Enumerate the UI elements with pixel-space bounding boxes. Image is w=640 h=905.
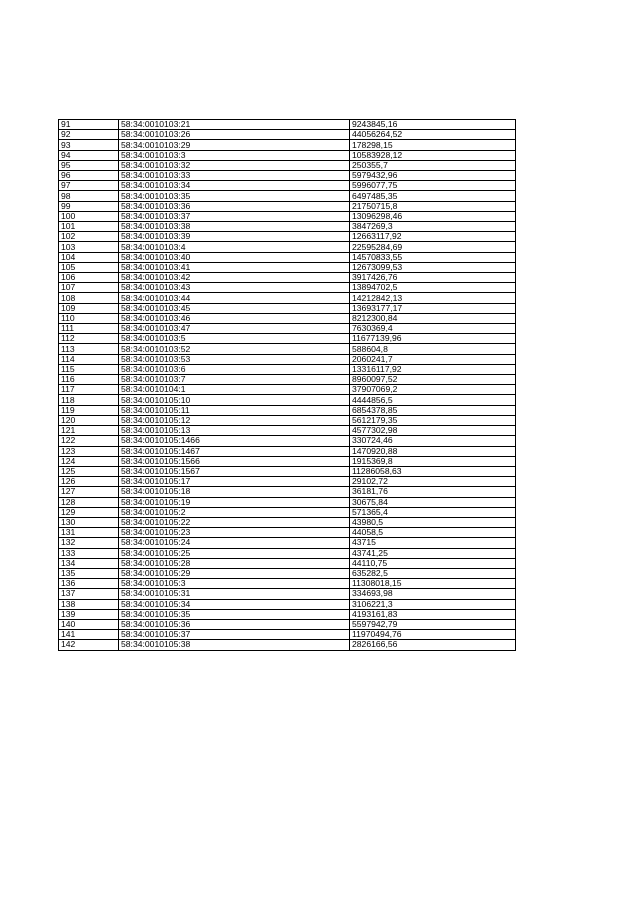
value-cell: 3847269,3 [350,222,516,232]
value-cell: 11970494,76 [350,630,516,640]
cadastral-number-cell: 58:34:0010103:34 [119,181,350,191]
row-number-cell: 134 [59,558,119,568]
row-number-cell: 138 [59,599,119,609]
value-cell: 12663117,92 [350,232,516,242]
table-row [59,507,516,517]
value-cell: 5597942,79 [350,619,516,629]
cadastral-number-cell: 58:34:0010103:52 [119,344,350,354]
table-row [59,262,516,272]
table-row [59,466,516,476]
value-cell: 11677139,96 [350,334,516,344]
row-number-cell: 102 [59,232,119,242]
value-cell: 2060241,7 [350,354,516,364]
cadastral-number-cell: 58:34:0010105:17 [119,477,350,487]
row-number-cell: 91 [59,120,119,130]
cadastral-number-cell: 58:34:0010103:53 [119,354,350,364]
cadastral-number-cell: 58:34:0010105:1466 [119,436,350,446]
value-cell: 36181,76 [350,487,516,497]
cadastral-number-cell: 58:34:0010103:29 [119,140,350,150]
table-row [59,528,516,538]
table-row [59,568,516,578]
row-number-cell: 128 [59,497,119,507]
row-number-cell: 93 [59,140,119,150]
value-cell: 29102,72 [350,477,516,487]
value-cell: 8212300,84 [350,313,516,323]
value-cell: 330724,46 [350,436,516,446]
row-number-cell: 114 [59,354,119,364]
value-cell: 44058,5 [350,528,516,538]
row-number-cell: 139 [59,609,119,619]
value-cell: 6854378,85 [350,405,516,415]
row-number-cell: 137 [59,589,119,599]
value-cell: 3106221,3 [350,599,516,609]
table-row [59,130,516,140]
value-cell: 37907069,2 [350,385,516,395]
table-row [59,150,516,160]
table-row [59,609,516,619]
table-row [59,517,516,527]
table-row [59,487,516,497]
value-cell: 43715 [350,538,516,548]
table-row [59,548,516,558]
value-cell: 43741,25 [350,548,516,558]
value-cell: 334693,98 [350,589,516,599]
table-row [59,293,516,303]
cadastral-number-cell: 58:34:0010103:32 [119,160,350,170]
row-number-cell: 125 [59,466,119,476]
cadastral-number-cell: 58:34:0010103:38 [119,222,350,232]
table-row [59,538,516,548]
table-row [59,630,516,640]
row-number-cell: 106 [59,273,119,283]
value-cell: 635282,5 [350,568,516,578]
table-row [59,589,516,599]
value-cell: 10583928,12 [350,150,516,160]
table-row [59,405,516,415]
row-number-cell: 100 [59,211,119,221]
cadastral-number-cell: 58:34:0010103:6 [119,364,350,374]
cadastral-number-cell: 58:34:0010105:36 [119,619,350,629]
cadastral-number-cell: 58:34:0010103:37 [119,211,350,221]
value-cell: 30675,84 [350,497,516,507]
row-number-cell: 111 [59,324,119,334]
table-row [59,477,516,487]
table-row [59,211,516,221]
cadastral-number-cell: 58:34:0010103:4 [119,242,350,252]
row-number-cell: 108 [59,293,119,303]
row-number-cell: 124 [59,456,119,466]
cadastral-number-cell: 58:34:0010103:7 [119,375,350,385]
table-row [59,232,516,242]
value-cell: 43980,5 [350,517,516,527]
value-cell: 21750715,8 [350,201,516,211]
row-number-cell: 132 [59,538,119,548]
table-row [59,456,516,466]
cadastral-number-cell: 58:34:0010103:26 [119,130,350,140]
row-number-cell: 120 [59,415,119,425]
cadastral-number-cell: 58:34:0010105:19 [119,497,350,507]
table-row [59,334,516,344]
table-row [59,181,516,191]
row-number-cell: 110 [59,313,119,323]
table-row [59,619,516,629]
value-cell: 7630369,4 [350,324,516,334]
value-cell: 5996077,75 [350,181,516,191]
value-cell: 5612179,35 [350,415,516,425]
row-number-cell: 117 [59,385,119,395]
table-row [59,579,516,589]
row-number-cell: 129 [59,507,119,517]
cadastral-number-cell: 58:34:0010103:47 [119,324,350,334]
value-cell: 1915369,8 [350,456,516,466]
table-row [59,171,516,181]
row-number-cell: 115 [59,364,119,374]
table-row [59,446,516,456]
cadastral-number-cell: 58:34:0010105:29 [119,568,350,578]
table-row [59,252,516,262]
value-cell: 571365,4 [350,507,516,517]
value-cell: 588604,8 [350,344,516,354]
cadastral-number-cell: 58:34:0010103:39 [119,232,350,242]
row-number-cell: 135 [59,568,119,578]
row-number-cell: 141 [59,630,119,640]
table-row [59,497,516,507]
table-row [59,222,516,232]
row-number-cell: 123 [59,446,119,456]
table-row [59,344,516,354]
cadastral-number-cell: 58:34:0010103:40 [119,252,350,262]
cadastral-number-cell: 58:34:0010103:44 [119,293,350,303]
value-cell: 4577302,98 [350,426,516,436]
cadastral-number-cell: 58:34:0010103:5 [119,334,350,344]
value-cell: 178298,15 [350,140,516,150]
value-cell: 14570833,55 [350,252,516,262]
row-number-cell: 107 [59,283,119,293]
table-row [59,313,516,323]
row-number-cell: 121 [59,426,119,436]
cadastral-number-cell: 58:34:0010105:11 [119,405,350,415]
cadastral-number-cell: 58:34:0010105:23 [119,528,350,538]
table-row [59,283,516,293]
value-cell: 8960097,52 [350,375,516,385]
row-number-cell: 94 [59,150,119,160]
table-row [59,354,516,364]
cadastral-number-cell: 58:34:0010105:22 [119,517,350,527]
row-number-cell: 96 [59,171,119,181]
value-cell: 9243845,16 [350,120,516,130]
row-number-cell: 126 [59,477,119,487]
table-row [59,160,516,170]
cadastral-number-cell: 58:34:0010105:2 [119,507,350,517]
value-cell: 44110,75 [350,558,516,568]
value-cell: 5979432,96 [350,171,516,181]
value-cell: 13316117,92 [350,364,516,374]
value-cell: 6497485,35 [350,191,516,201]
row-number-cell: 97 [59,181,119,191]
table-row [59,324,516,334]
row-number-cell: 109 [59,303,119,313]
cadastral-number-cell: 58:34:0010103:41 [119,262,350,272]
table-row [59,120,516,130]
row-number-cell: 122 [59,436,119,446]
value-cell: 11286058,63 [350,466,516,476]
cadastral-number-cell: 58:34:0010103:21 [119,120,350,130]
cadastral-number-cell: 58:34:0010103:35 [119,191,350,201]
cadastral-number-cell: 58:34:0010103:45 [119,303,350,313]
row-number-cell: 104 [59,252,119,262]
row-number-cell: 95 [59,160,119,170]
cadastral-number-cell: 58:34:0010105:28 [119,558,350,568]
row-number-cell: 127 [59,487,119,497]
cadastral-number-cell: 58:34:0010105:24 [119,538,350,548]
value-cell: 13894702,5 [350,283,516,293]
row-number-cell: 105 [59,262,119,272]
row-number-cell: 133 [59,548,119,558]
cadastral-number-cell: 58:34:0010105:1566 [119,456,350,466]
cadastral-number-cell: 58:34:0010105:18 [119,487,350,497]
value-cell: 11308018,15 [350,579,516,589]
cadastral-number-cell: 58:34:0010105:12 [119,415,350,425]
cadastral-number-cell: 58:34:0010103:42 [119,273,350,283]
cadastral-number-cell: 58:34:0010103:43 [119,283,350,293]
cadastral-number-cell: 58:34:0010105:10 [119,395,350,405]
row-number-cell: 131 [59,528,119,538]
table-body [59,120,516,651]
value-cell: 1470920,88 [350,446,516,456]
row-number-cell: 116 [59,375,119,385]
cadastral-number-cell: 58:34:0010105:1567 [119,466,350,476]
table-row [59,599,516,609]
cadastral-number-cell: 58:34:0010103:3 [119,150,350,160]
row-number-cell: 101 [59,222,119,232]
row-number-cell: 112 [59,334,119,344]
cadastral-number-cell: 58:34:0010105:13 [119,426,350,436]
row-number-cell: 118 [59,395,119,405]
cadastral-number-cell: 58:34:0010105:3 [119,579,350,589]
value-cell: 14212842,13 [350,293,516,303]
row-number-cell: 140 [59,619,119,629]
value-cell: 4444856,5 [350,395,516,405]
cadastral-number-cell: 58:34:0010105:34 [119,599,350,609]
row-number-cell: 113 [59,344,119,354]
row-number-cell: 136 [59,579,119,589]
table-row [59,364,516,374]
row-number-cell: 119 [59,405,119,415]
table-row [59,640,516,650]
cadastral-number-cell: 58:34:0010103:33 [119,171,350,181]
value-cell: 4193161,83 [350,609,516,619]
table-row [59,242,516,252]
cadastral-number-cell: 58:34:0010105:38 [119,640,350,650]
table-row [59,375,516,385]
cadastral-number-cell: 58:34:0010105:1467 [119,446,350,456]
row-number-cell: 103 [59,242,119,252]
table-row [59,140,516,150]
table-row [59,426,516,436]
table-row [59,273,516,283]
value-cell: 22595284,69 [350,242,516,252]
value-cell: 2826166,56 [350,640,516,650]
value-cell: 3917426,76 [350,273,516,283]
table-row [59,303,516,313]
row-number-cell: 142 [59,640,119,650]
value-cell: 250355,7 [350,160,516,170]
cadastral-number-cell: 58:34:0010103:36 [119,201,350,211]
row-number-cell: 98 [59,191,119,201]
cadastral-number-cell: 58:34:0010105:25 [119,548,350,558]
value-cell: 13096298,46 [350,211,516,221]
cadastral-number-cell: 58:34:0010103:46 [119,313,350,323]
row-number-cell: 92 [59,130,119,140]
table-row [59,191,516,201]
table-row [59,415,516,425]
row-number-cell: 130 [59,517,119,527]
cadastral-number-cell: 58:34:0010104:1 [119,385,350,395]
cadastral-number-cell: 58:34:0010105:37 [119,630,350,640]
table-row [59,436,516,446]
table-row [59,385,516,395]
table-row [59,395,516,405]
table-row [59,558,516,568]
value-cell: 13693177,17 [350,303,516,313]
table-row [59,201,516,211]
value-cell: 44056264,52 [350,130,516,140]
cadastral-number-cell: 58:34:0010105:35 [119,609,350,619]
cadastral-value-table [58,119,516,651]
cadastral-number-cell: 58:34:0010105:31 [119,589,350,599]
value-cell: 12673099,53 [350,262,516,272]
row-number-cell: 99 [59,201,119,211]
